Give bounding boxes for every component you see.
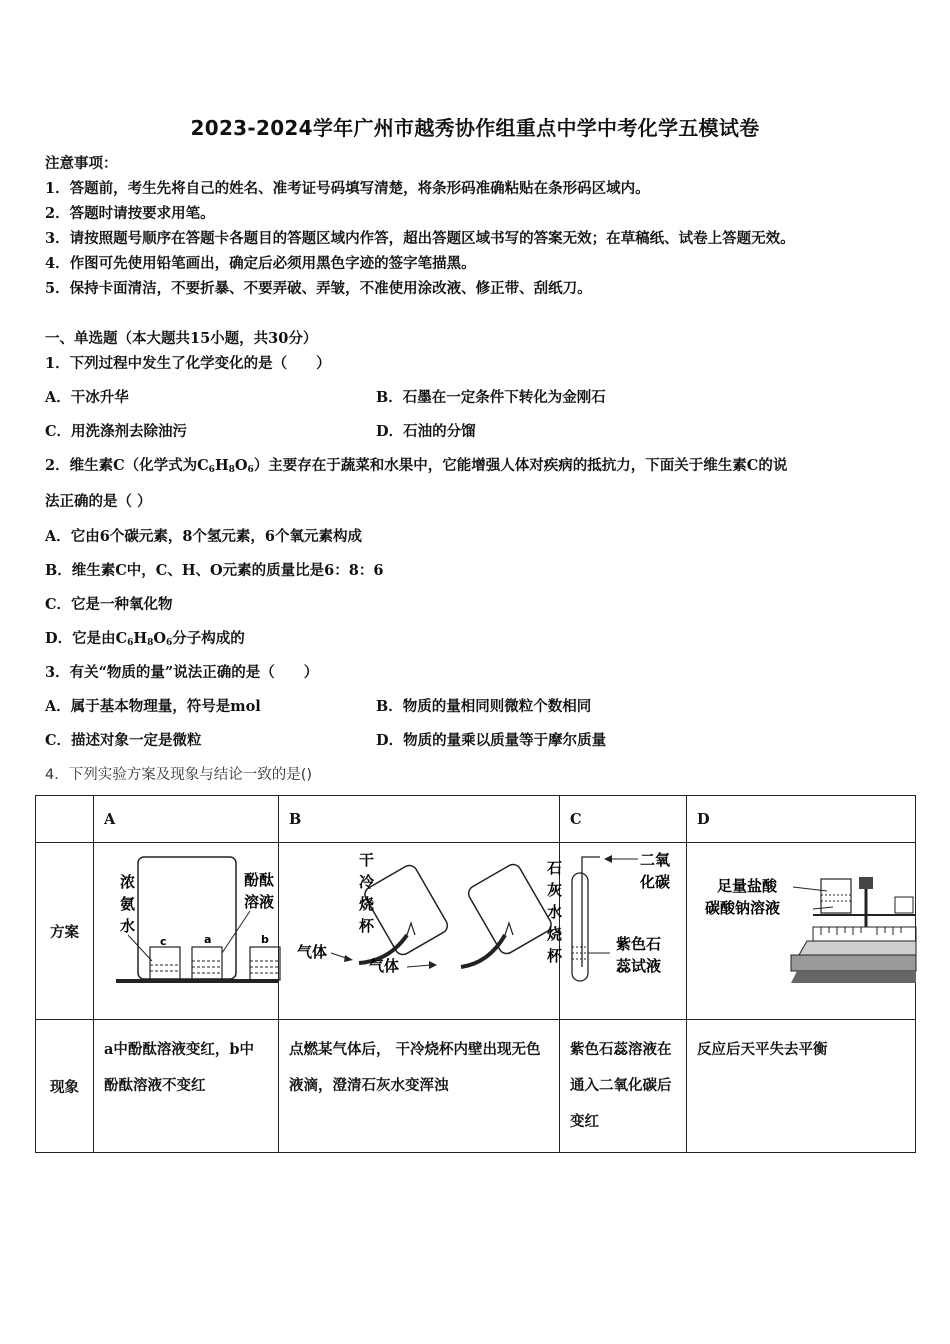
label-na2co3: 碳酸钠溶液: [705, 899, 781, 917]
label-nong: 浓: [120, 873, 136, 891]
label-gan: 干: [359, 851, 375, 869]
q3-option-c: C．描述对象一定是微粒: [45, 732, 202, 749]
label-gas-1: 气体: [297, 943, 328, 961]
beaker-label-b: b: [261, 933, 269, 946]
notice-item: 3．请按照题号顺序在答题卡各题目的答题区域内作答，超出答题区域书写的答案无效；在草稿纸、试卷上答题无效。: [45, 230, 795, 247]
notice-item: 4．作图可先使用铅笔画出，确定后必须用黑色字迹的签字笔描黑。: [45, 255, 476, 272]
co2-litmus-diagram: [560, 843, 687, 1015]
q4-diagram-b: [279, 843, 563, 1020]
q1-option-b: B．石墨在一定条件下转化为金刚石: [376, 389, 606, 406]
q1-option-c: C．用洗涤剂去除油污: [45, 423, 188, 440]
q2-option-c: C．它是一种氧化物: [45, 596, 173, 613]
q2-option-d-pre: D．它是由C: [45, 630, 128, 647]
label-phenolphthalein: 酚酞: [244, 871, 275, 889]
q4-phenomenon-c: 紫色石蕊溶液在通入二氧化碳后变红: [560, 1020, 687, 1153]
q4-row-label-scheme: 方案: [36, 843, 94, 1020]
beaker-label-c: c: [160, 935, 167, 948]
q4-stem: 4．下列实验方案及现象与结论一致的是(): [45, 767, 313, 783]
notice-heading: 注意事项：: [45, 155, 118, 172]
q4-header-b: B: [279, 796, 560, 843]
label-hui: 灰: [547, 881, 563, 899]
q4-scheme-row: [36, 843, 916, 1020]
label-shao: 烧: [359, 895, 375, 913]
label-litmus-line2: 蕊试液: [616, 957, 662, 975]
q1-option-d: D．石油的分馏: [376, 423, 476, 440]
ammonia-diffusion-diagram: [94, 843, 279, 1015]
q4-phenomenon-a: a中酚酞溶液变红，b中酚酞溶液不变红: [94, 1020, 279, 1153]
q4-row-label-phenomenon: 现象: [36, 1020, 94, 1153]
q3-stem: 3．有关“物质的量”说法正确的是（ ）: [45, 664, 319, 681]
notice-item: 2．答题时请按要求用笔。: [45, 205, 215, 222]
q4-phenomenon-row: [36, 1020, 916, 1153]
label-bei-b: 杯: [547, 947, 563, 965]
label-shao-b: 烧: [547, 925, 563, 943]
label-co2-line2: 化碳: [640, 873, 671, 891]
label-hcl: 足量盐酸: [717, 877, 778, 895]
label-litmus-line1: 紫色石: [616, 935, 662, 953]
q2-stem: 2．维生素C（化学式为$C_6H_8O_6$）主要存在于蔬菜和水果中，它能增强人体对疾病的抵抗力，下面关于维生素C的说: [45, 457, 788, 475]
beaker-label-a: a: [204, 933, 212, 946]
q1-option-a: A．干冰升华: [45, 389, 129, 406]
q2-stem-pre: 2．维生素C（化学式为C: [45, 457, 209, 474]
label-shui-b: 水: [547, 903, 563, 921]
label-shi: 石: [547, 859, 563, 877]
section-heading: 一、单选题（本大题共15小题，共30分）: [45, 330, 318, 347]
q4-header-c: C: [560, 796, 687, 843]
q4-header-d: D: [687, 796, 916, 843]
balance-diagram: [687, 843, 916, 1015]
q1-stem: 1．下列过程中发生了化学变化的是（ ）: [45, 355, 331, 372]
gas-combustion-diagram: [279, 843, 563, 1015]
q2-option-b: B．维生素C中，C、H、O元素的质量比是6：8：6: [45, 562, 384, 579]
label-bei: 杯: [359, 917, 375, 935]
q3-option-a: A．属于基本物理量，符号是mol: [45, 698, 261, 715]
q2-option-a: A．它由6个碳元素，8个氢元素，6个氧元素构成: [45, 528, 363, 545]
q2-stem-line2: 法正确的是（ ）: [45, 493, 152, 510]
label-solution: 溶液: [244, 893, 275, 911]
q2-stem-post: ）主要存在于蔬菜和水果中，它能增强人体对疾病的抵抗力，下面关于维生素C的说: [253, 457, 788, 474]
q4-diagram-a: [94, 843, 279, 1020]
label-leng: 冷: [359, 873, 375, 891]
q4-header-row: [36, 796, 916, 843]
q2-option-d-post: 分子构成的: [172, 630, 245, 647]
q4-phenomenon-b: 点燃某气体后， 干冷烧杯内壁出现无色液滴，澄清石灰水变浑浊: [279, 1020, 560, 1153]
q4-phenomenon-d: 反应后天平失去平衡: [687, 1020, 916, 1153]
q4-table: [35, 795, 916, 1153]
q4-diagram-c: [560, 843, 687, 1020]
label-shui: 水: [120, 917, 136, 935]
label-gas-2: 气体: [369, 957, 400, 975]
label-co2-line1: 二氧: [640, 851, 671, 869]
label-an: 氨: [120, 895, 136, 913]
q3-option-d: D．物质的量乘以质量等于摩尔质量: [376, 732, 607, 749]
notice-item: 5．保持卡面清洁，不要折暴、不要弄破、弄皱，不准使用涂改液、修正带、刮纸刀。: [45, 280, 592, 297]
q4-header-empty: [36, 796, 94, 843]
q4-header-a: A: [94, 796, 279, 843]
notice-item: 1．答题前，考生先将自己的姓名、准考证号码填写清楚，将条形码准确粘贴在条形码区域内。: [45, 180, 650, 197]
page-title: 2023-2024学年广州市越秀协作组重点中学中考化学五模试卷: [190, 116, 760, 140]
q3-option-b: B．物质的量相同则微粒个数相同: [376, 698, 592, 715]
q4-diagram-d: [687, 843, 916, 1020]
q2-option-d: D．它是由$C_6H_8O_6$分子构成的: [45, 630, 245, 648]
